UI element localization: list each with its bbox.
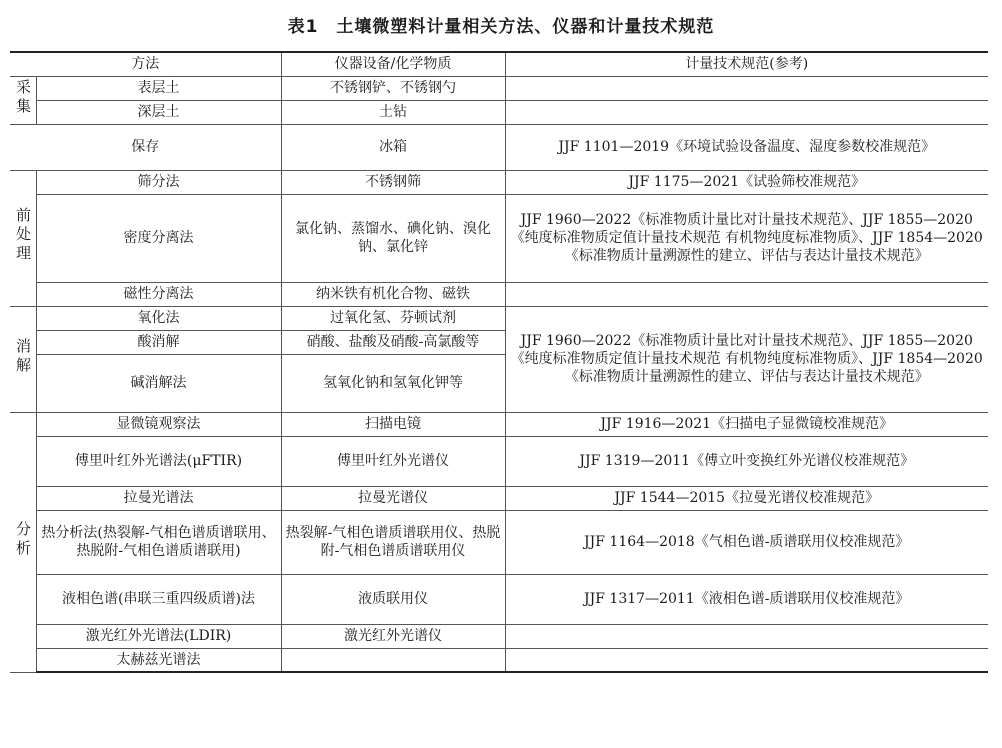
table-row xyxy=(10,194,988,282)
header-method: 方法 xyxy=(10,52,281,76)
group-label-digestion: 消解 xyxy=(10,306,36,412)
method-cell: 碱消解法 xyxy=(36,354,281,412)
equipment-cell: 扫描电镜 xyxy=(281,412,505,436)
standard-cell: JJF 1101—2019《环境试验设备温度、湿度参数校准规范》 xyxy=(505,124,988,170)
table-row xyxy=(10,486,988,510)
method-cell: 太赫兹光谱法 xyxy=(36,648,281,672)
standard-cell: JJF 1319—2011《傅立叶变换红外光谱仪校准规范》 xyxy=(505,436,988,486)
standard-cell: JJF 1317—2011《液相色谱-质谱联用仪校准规范》 xyxy=(505,574,988,624)
standard-cell: JJF 1960—2022《标准物质计量比对计量技术规范》、JJF 1855—2020《纯度标准物质定值计量技术规范 有机物纯度标准物质》、JJF 1854—2020《标准物质计量溯源性的建立、评估与表达计量技术规范》 xyxy=(505,306,988,412)
standard-cell xyxy=(505,648,988,672)
method-cell: 液相色谱(串联三重四级质谱)法 xyxy=(36,574,281,624)
equipment-cell: 液质联用仪 xyxy=(281,574,505,624)
method-cell: 筛分法 xyxy=(36,170,281,194)
method-cell: 深层土 xyxy=(36,100,281,124)
equipment-cell: 热裂解-气相色谱质谱联用仪、热脱附-气相色谱质谱联用仪 xyxy=(281,510,505,574)
equipment-cell: 氢氧化钠和氢氧化钾等 xyxy=(281,354,505,412)
group-label-pretreatment: 前处理 xyxy=(10,170,36,306)
equipment-cell: 傅里叶红外光谱仪 xyxy=(281,436,505,486)
equipment-cell: 氯化钠、蒸馏水、碘化钠、溴化钠、氯化锌 xyxy=(281,194,505,282)
header-equipment: 仪器设备/化学物质 xyxy=(281,52,505,76)
equipment-cell: 过氧化氢、芬顿试剂 xyxy=(281,306,505,330)
method-cell: 拉曼光谱法 xyxy=(36,486,281,510)
equipment-cell: 冰箱 xyxy=(281,124,505,170)
table-row xyxy=(10,100,988,124)
equipment-cell: 不锈钢铲、不锈钢勺 xyxy=(281,76,505,100)
standard-cell: JJF 1544—2015《拉曼光谱仪校准规范》 xyxy=(505,486,988,510)
table-caption xyxy=(0,12,1002,37)
table-row xyxy=(10,306,988,330)
method-cell: 酸消解 xyxy=(36,330,281,354)
standard-cell xyxy=(505,76,988,100)
table-header xyxy=(10,52,988,76)
table-number: 表1 xyxy=(287,17,319,37)
standard-cell: JJF 1175—2021《试验筛校准规范》 xyxy=(505,170,988,194)
equipment-cell xyxy=(281,648,505,672)
method-cell: 磁性分离法 xyxy=(36,282,281,306)
metrology-table xyxy=(10,51,988,673)
table-row xyxy=(10,170,988,194)
method-cell: 氧化法 xyxy=(36,306,281,330)
method-cell: 热分析法(热裂解-气相色谱质谱联用、热脱附-气相色谱质谱联用) xyxy=(36,510,281,574)
method-cell: 密度分离法 xyxy=(36,194,281,282)
table-row xyxy=(10,648,988,672)
standard-cell xyxy=(505,100,988,124)
equipment-cell: 土钻 xyxy=(281,100,505,124)
table-title: 土壤微塑料计量相关方法、仪器和计量技术规范 xyxy=(336,17,715,37)
standard-cell: JJF 1164—2018《气相色谱-质谱联用仪校准规范》 xyxy=(505,510,988,574)
method-cell: 傅里叶红外光谱法(μFTIR) xyxy=(36,436,281,486)
method-cell: 激光红外光谱法(LDIR) xyxy=(36,624,281,648)
standard-cell: JJF 1916—2021《扫描电子显微镜校准规范》 xyxy=(505,412,988,436)
table-row xyxy=(10,282,988,306)
table-row xyxy=(10,510,988,574)
table-row xyxy=(10,624,988,648)
equipment-cell: 纳米铁有机化合物、磁铁 xyxy=(281,282,505,306)
standard-cell xyxy=(505,282,988,306)
standard-cell: JJF 1960—2022《标准物质计量比对计量技术规范》、JJF 1855—2020《纯度标准物质定值计量技术规范 有机物纯度标准物质》、JJF 1854—2020《标准物质计量溯源性的建立、评估与表达计量技术规范》 xyxy=(505,194,988,282)
header-standard: 计量技术规范(参考) xyxy=(505,52,988,76)
group-label-analysis: 分析 xyxy=(10,412,36,672)
equipment-cell: 拉曼光谱仪 xyxy=(281,486,505,510)
table-row xyxy=(10,574,988,624)
method-cell: 显微镜观察法 xyxy=(36,412,281,436)
standard-cell xyxy=(505,624,988,648)
table-row xyxy=(10,124,988,170)
table-row xyxy=(10,412,988,436)
table-row xyxy=(10,436,988,486)
group-label-sampling: 采集 xyxy=(10,76,36,124)
equipment-cell: 不锈钢筛 xyxy=(281,170,505,194)
method-cell: 保存 xyxy=(10,124,281,170)
table-row xyxy=(10,76,988,100)
equipment-cell: 硝酸、盐酸及硝酸-高氯酸等 xyxy=(281,330,505,354)
method-cell: 表层土 xyxy=(36,76,281,100)
equipment-cell: 激光红外光谱仪 xyxy=(281,624,505,648)
